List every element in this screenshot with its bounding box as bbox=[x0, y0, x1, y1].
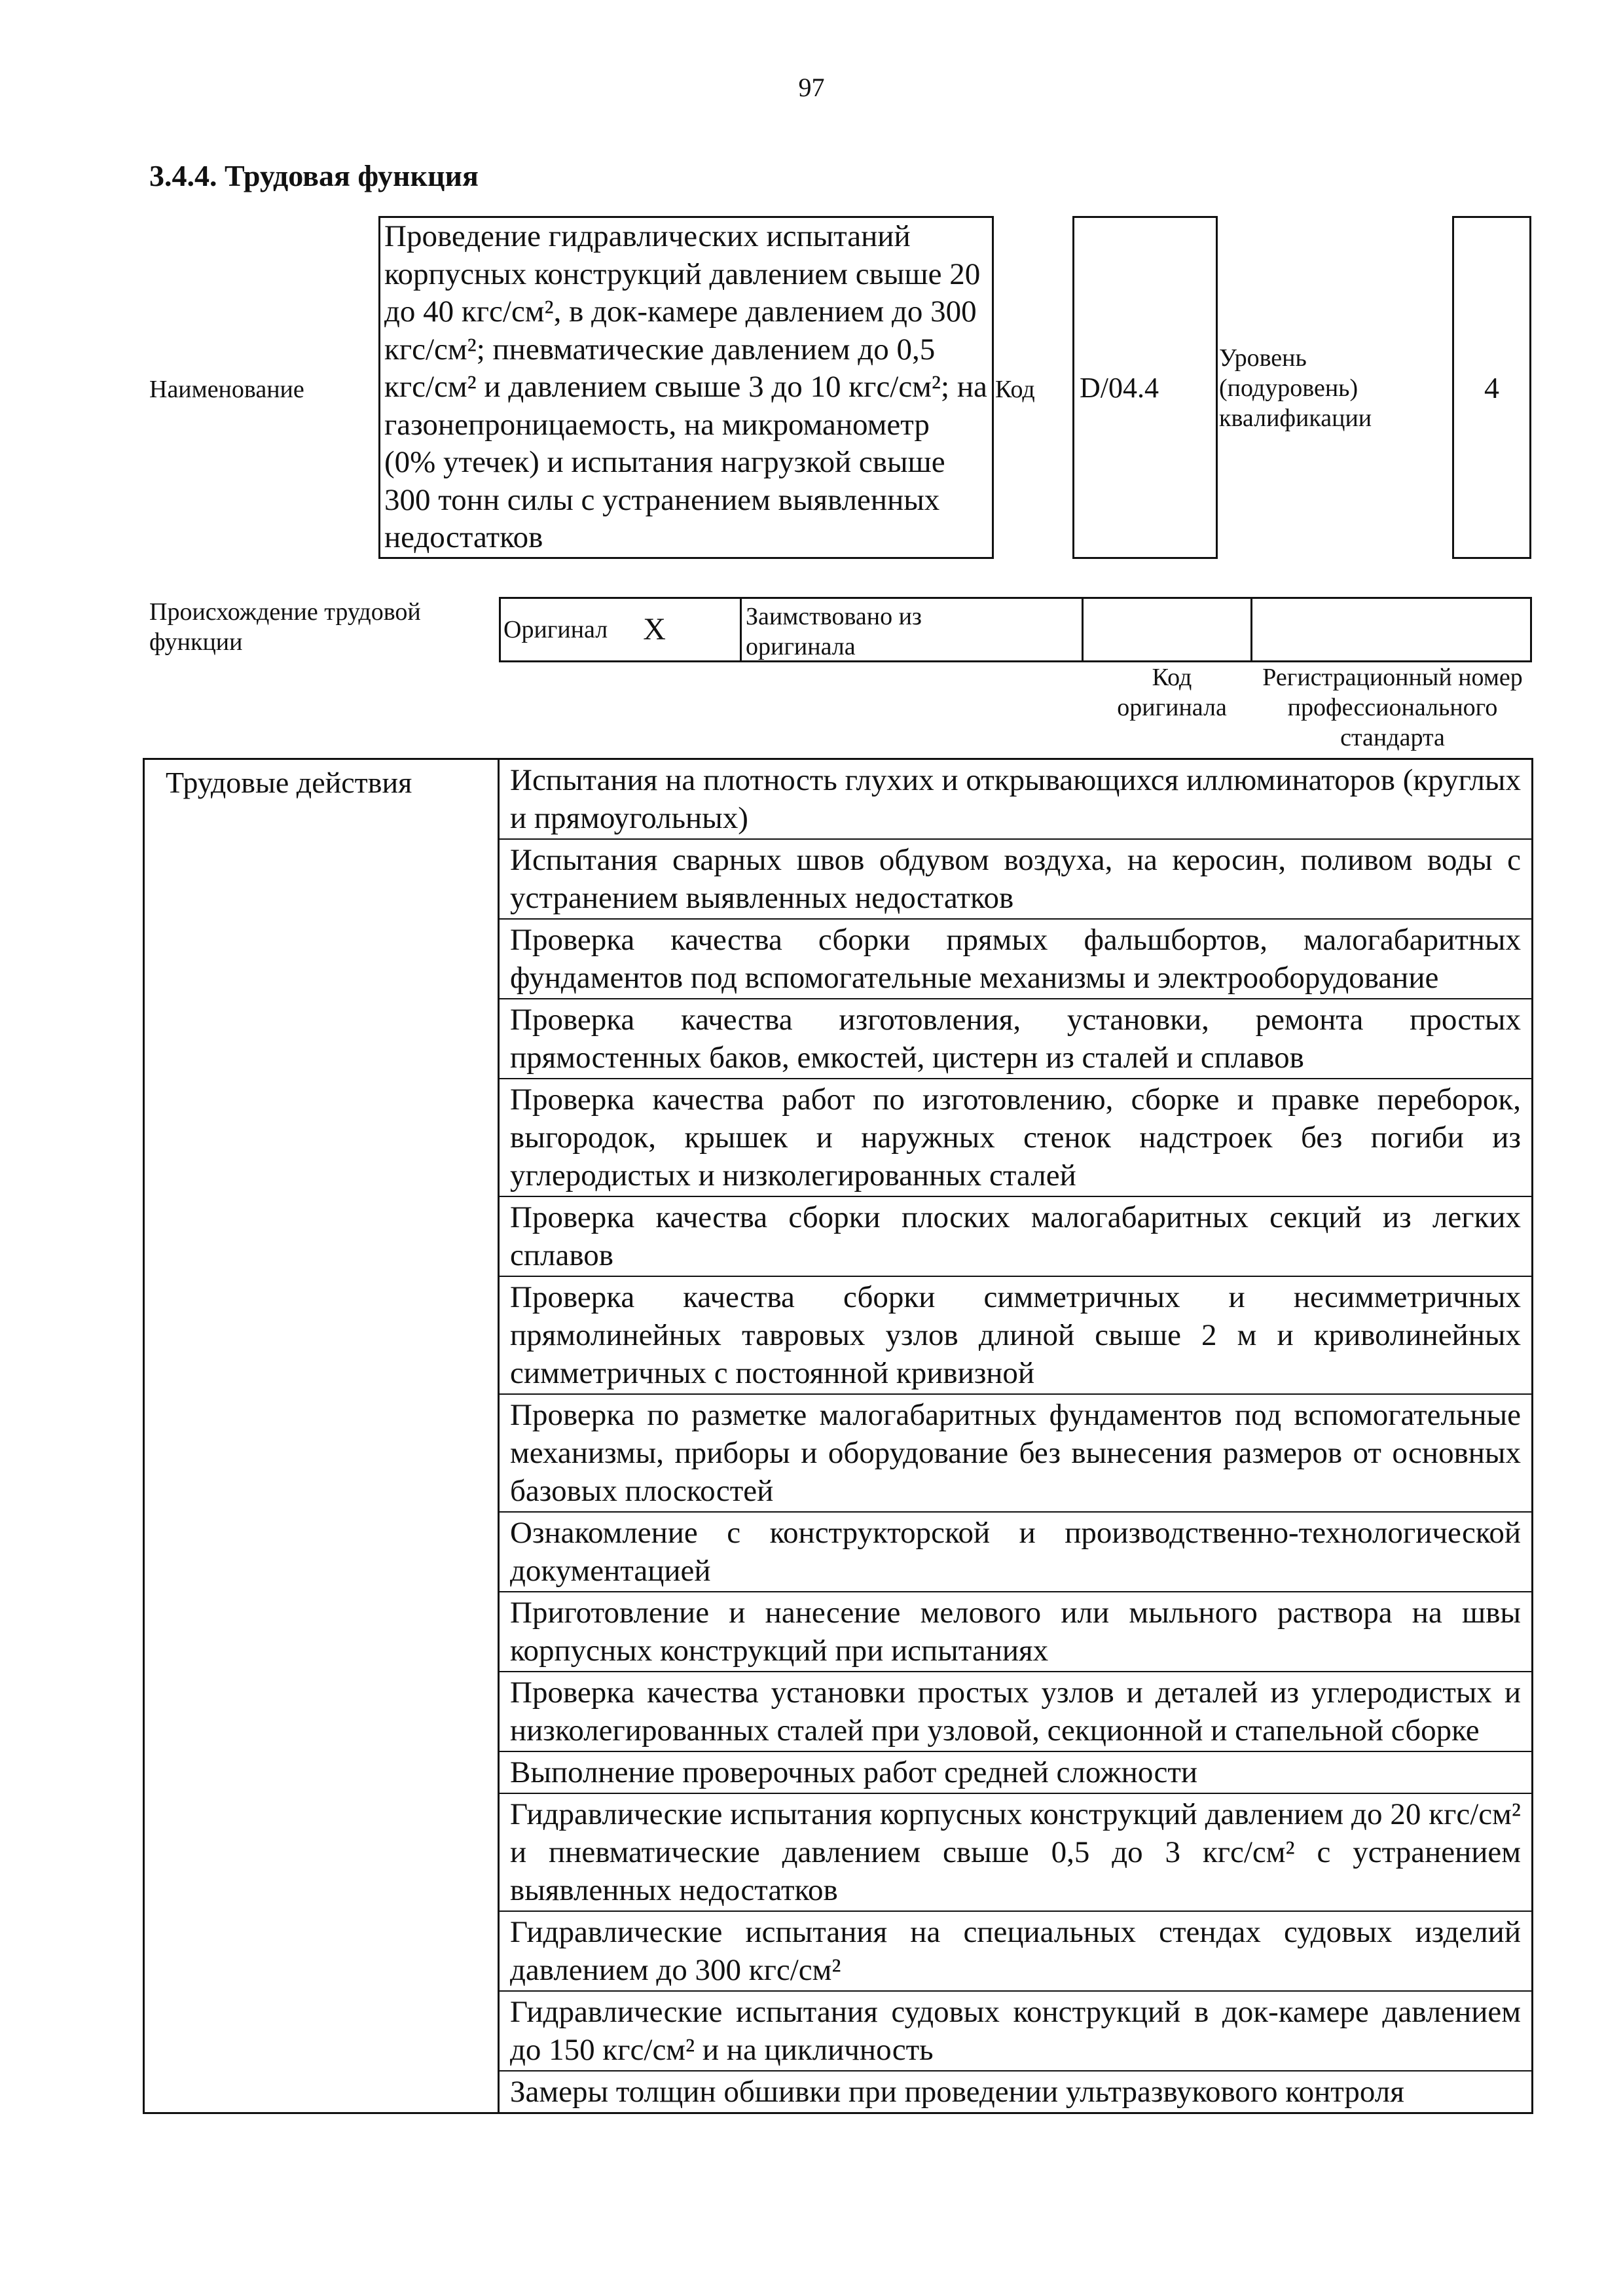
labor-action-row: Ознакомление с конструкторской и производственно-технологической документацией bbox=[500, 1513, 1531, 1592]
original-label: Оригинал bbox=[503, 616, 608, 643]
borrowed-label-line-2: оригинала bbox=[746, 633, 856, 660]
labor-action-row: Проверка по разметке малогабаритных фундаментов под вспомогательные механизмы, приборы и оборудование без вынесения размеров от основных базовых плоскостей bbox=[500, 1395, 1531, 1513]
labor-action-row: Испытания на плотность глухих и открывающихся иллюминаторов (круглых и прямоугольных) bbox=[500, 760, 1531, 840]
labor-action-row: Гидравлические испытания на специальных стендах судовых изделий давлением до 300 кгс/см² bbox=[500, 1912, 1531, 1992]
page-number: 97 bbox=[798, 73, 825, 102]
section-title: 3.4.4. Трудовая функция bbox=[149, 159, 479, 192]
registration-number-caption bbox=[1239, 662, 1546, 753]
level-label-line-2: (подуровень) bbox=[1219, 374, 1359, 402]
labor-action-row: Проверка качества сборки симметричных и несимметричных прямолинейных тавровых узлов длиной свыше 2 м и криволинейных симметричных с постоянной кривизной bbox=[500, 1277, 1531, 1395]
labor-action-row: Проверка качества сборки прямых фальшбортов, малогабаритных фундаментов под вспомогательные механизмы и электрооборудование bbox=[500, 920, 1531, 999]
labor-action-row: Гидравлические испытания судовых конструкций в док-камере давлением до 150 кгс/см² и на цикличность bbox=[500, 1992, 1531, 2072]
labor-action-row: Проверка качества изготовления, установки, ремонта простых прямостенных баков, емкостей, цистерн из сталей и сплавов bbox=[500, 999, 1531, 1079]
labor-action-row: Гидравлические испытания корпусных конструкций давлением до 20 кгс/см² и пневматические давлением свыше 0,5 до 3 кгс/см² с устранением выявленных недостатков bbox=[500, 1794, 1531, 1912]
name-label: Наименование bbox=[149, 376, 304, 403]
code-label: Код bbox=[995, 376, 1035, 403]
code-caption-line-1: Код bbox=[1152, 664, 1192, 691]
labor-action-row: Проверка качества работ по изготовлению, сборке и правке переборок, выгородок, крышек и наружных стенок надстроек без погиби из углеродистых и низколегированных сталей bbox=[500, 1079, 1531, 1197]
code-value-box: D/04.4 bbox=[1072, 216, 1218, 559]
origin-registration-cell bbox=[1252, 599, 1530, 660]
qualification-level-label bbox=[1219, 343, 1372, 433]
borrowed-label-line-1: Заимствовано из bbox=[746, 603, 922, 630]
labor-action-row: Приготовление и нанесение мелового или мыльного раствора на швы корпусных конструкций при испытаниях bbox=[500, 1592, 1531, 1672]
function-name-box: Проведение гидравлических испытаний корпусных конструкций давлением свыше 20 до 40 кгс/см², в док-камере давлением до 300 кгс/см²; пневматические давлением до 0,5 кгс/см² и давлением свыше 3 до 10 кгс/см²; на газонепроницаемость, на микроманометр (0% утечек) и испытания нагрузкой свыше 300 тонн силы с устранением выявленных недостатков bbox=[378, 216, 994, 559]
reg-caption-line-3: стандарта bbox=[1340, 724, 1445, 751]
labor-action-row: Испытания сварных швов обдувом воздуха, на керосин, поливом воды с устранением выявленных недостатков bbox=[500, 840, 1531, 920]
labor-action-row: Выполнение проверочных работ средней сложности bbox=[500, 1752, 1531, 1794]
labor-actions-label: Трудовые действия bbox=[145, 760, 500, 2112]
qualification-level-box: 4 bbox=[1452, 216, 1531, 559]
labor-actions-list bbox=[500, 760, 1531, 2112]
original-mark: X bbox=[643, 612, 666, 647]
code-caption-line-2: оригинала bbox=[1117, 694, 1227, 721]
labor-action-row: Замеры толщин обшивки при проведении ультразвукового контроля bbox=[510, 2075, 1404, 2109]
origin-code-cell bbox=[1084, 599, 1252, 660]
origin-table bbox=[499, 597, 1532, 662]
origin-label: Происхождение трудовой функции bbox=[149, 598, 421, 656]
reg-caption-line-1: Регистрационный номер bbox=[1262, 664, 1523, 691]
labor-actions-table bbox=[143, 758, 1533, 2114]
level-label-line-3: квалификации bbox=[1219, 404, 1372, 432]
labor-action-row: Проверка качества установки простых узлов и деталей из углеродистых и низколегированных сталей при узловой, секционной и стапельной сборке bbox=[500, 1672, 1531, 1752]
original-code-caption bbox=[1087, 662, 1257, 723]
level-label-line-1: Уровень bbox=[1219, 344, 1307, 372]
origin-original-cell bbox=[501, 599, 742, 660]
reg-caption-line-2: профессионального bbox=[1287, 694, 1498, 721]
labor-action-row: Проверка качества сборки плоских малогабаритных секций из легких сплавов bbox=[500, 1197, 1531, 1277]
origin-borrowed-cell bbox=[742, 599, 1084, 660]
